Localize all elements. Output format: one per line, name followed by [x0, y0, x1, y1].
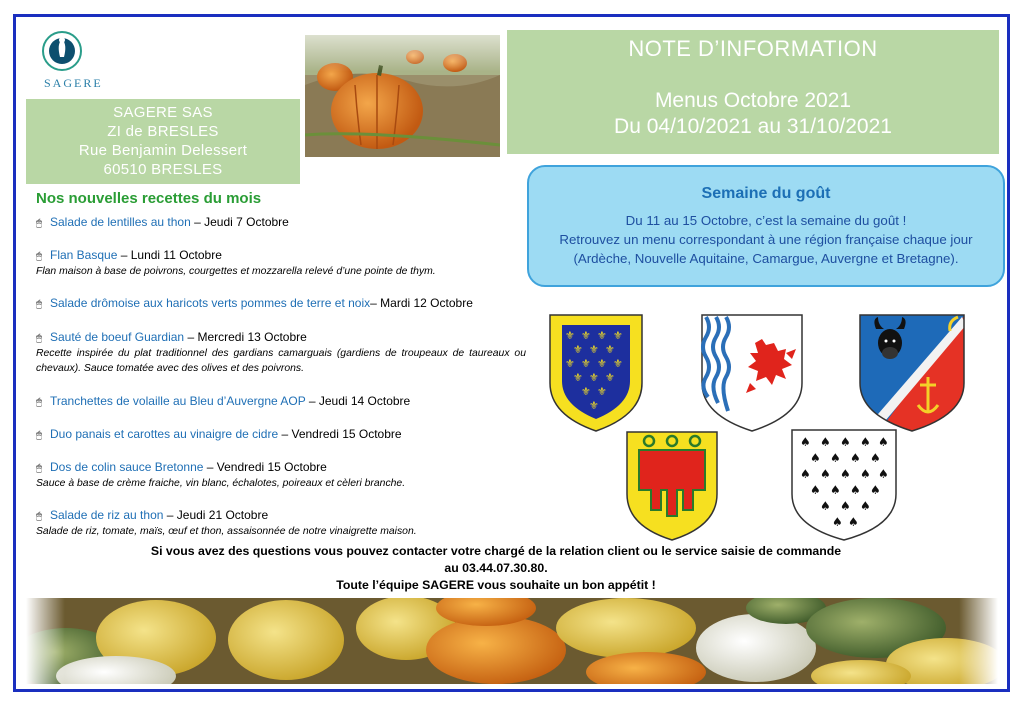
svg-text:♠: ♠ — [820, 435, 831, 449]
ardeche-crest-icon — [548, 313, 644, 433]
recipe-item: 🖱 Dos de colin sauce Bretonne – Vendredi 15 Octobre — [36, 460, 327, 474]
contact-phone: au 03.44.07.30.80. — [444, 561, 548, 575]
svg-text:♠: ♠ — [840, 467, 851, 481]
nouvelle-aquitaine-crest-icon — [700, 313, 804, 433]
semaine-line: Du 11 au 15 Octobre, c’est la semaine du goût ! — [625, 213, 907, 228]
recipe-description: Flan maison à base de poivrons, courgettes et mozzarella relevé d’une pointe de thym. — [36, 266, 436, 277]
svg-text:⚜: ⚜ — [565, 357, 575, 370]
recipes-title: Nos nouvelles recettes du mois — [36, 190, 262, 207]
svg-text:♠: ♠ — [860, 435, 871, 449]
auvergne-crest-icon — [625, 430, 719, 542]
contact-message — [36, 543, 956, 594]
note-title: NOTE D’INFORMATION — [628, 36, 878, 61]
mouse-bullet-icon: 🖱 — [36, 218, 42, 229]
recipe-item: 🖱 Tranchettes de volaille au Bleu d’Auvergne AOP – Jeudi 14 Octobre — [36, 394, 411, 408]
recipe-item: 🖱 Salade de riz au thon – Jeudi 21 Octobre — [36, 508, 269, 522]
svg-text:♠: ♠ — [810, 451, 821, 465]
recipe-item: 🖱 Flan Basque – Lundi 11 Octobre — [36, 248, 222, 262]
address-line: 60510 BRESLES — [103, 161, 223, 178]
address-line: SAGERE SAS — [113, 104, 213, 121]
svg-text:⚜: ⚜ — [573, 371, 583, 384]
semaine-du-gout-box — [527, 165, 1005, 287]
svg-text:⚜: ⚜ — [597, 329, 607, 342]
svg-text:♠: ♠ — [878, 467, 889, 481]
svg-text:⚜: ⚜ — [605, 371, 615, 384]
camargue-crest-icon — [858, 313, 966, 433]
svg-text:♠: ♠ — [800, 467, 811, 481]
svg-text:♠: ♠ — [832, 515, 843, 529]
contact-closing: Toute l’équipe SAGERE vous souhaite un bon appétit ! — [336, 578, 656, 592]
semaine-line: Retrouvez un menu correspondant à une région française chaque jour — [559, 232, 973, 247]
svg-text:♠: ♠ — [810, 483, 821, 497]
svg-text:⚜: ⚜ — [613, 329, 623, 342]
sagere-logo — [36, 27, 108, 93]
pumpkin-field-photo — [305, 35, 500, 157]
svg-text:⚜: ⚜ — [573, 343, 583, 356]
svg-text:⚜: ⚜ — [589, 343, 599, 356]
recipe-item: 🖱 Salade de lentilles au thon – Jeudi 7 Octobre — [36, 215, 289, 229]
svg-text:♠: ♠ — [848, 515, 859, 529]
svg-text:♠: ♠ — [820, 499, 831, 513]
address-line: ZI de BRESLES — [107, 123, 219, 140]
mouse-bullet-icon: 🖱 — [36, 299, 42, 310]
mouse-bullet-icon: 🖱 — [36, 463, 42, 474]
mouse-bullet-icon: 🖱 — [36, 430, 42, 441]
mouse-bullet-icon: 🖱 — [36, 333, 42, 344]
address-line: Rue Benjamin Delessert — [78, 142, 248, 159]
mouse-bullet-icon: 🖱 — [36, 251, 42, 262]
svg-text:⚜: ⚜ — [589, 371, 599, 384]
recipe-item: 🖱 Duo panais et carottes au vinaigre de cidre – Vendredi 15 Octobre — [36, 427, 402, 441]
semaine-line: (Ardèche, Nouvelle Aquitaine, Camargue, Auvergne et Bretagne). — [573, 251, 959, 266]
svg-text:♠: ♠ — [820, 467, 831, 481]
semaine-title: Semaine du goût — [701, 185, 831, 202]
svg-text:⚜: ⚜ — [581, 329, 591, 342]
recipe-description: Recette inspirée du plat traditionnel des gardians camarguais (gardiens de troupeaux de taureaux ou chevaux). Sauce tomatée avec des olives et des poivrons. — [36, 348, 526, 374]
svg-text:♠: ♠ — [878, 435, 889, 449]
svg-text:⚜: ⚜ — [605, 343, 615, 356]
svg-text:⚜: ⚜ — [581, 357, 591, 370]
svg-text:♠: ♠ — [850, 483, 861, 497]
recipe-description: Salade de riz, tomate, maïs, œuf et thon, assaisonnée de notre vinaigrette maison. — [36, 526, 417, 537]
squash-banner-photo — [26, 598, 998, 684]
svg-text:♠: ♠ — [870, 483, 881, 497]
address-box — [26, 99, 300, 184]
svg-text:⚜: ⚜ — [597, 357, 607, 370]
svg-text:♠: ♠ — [860, 467, 871, 481]
svg-text:♠: ♠ — [830, 483, 841, 497]
recipe-item: 🖱 Sauté de boeuf Guardian – Mercredi 13 Octobre — [36, 330, 307, 344]
svg-text:♠: ♠ — [850, 451, 861, 465]
svg-text:♠: ♠ — [870, 451, 881, 465]
svg-text:⚜: ⚜ — [613, 357, 623, 370]
svg-text:♠: ♠ — [840, 435, 851, 449]
svg-text:♠: ♠ — [800, 435, 811, 449]
logo-text: SAGERE — [44, 76, 103, 90]
note-information-box — [507, 30, 999, 154]
contact-line: Si vous avez des questions vous pouvez contacter votre chargé de la relation client ou le service saisie de commande — [150, 544, 842, 558]
svg-text:⚜: ⚜ — [589, 399, 599, 412]
svg-text:♠: ♠ — [860, 499, 871, 513]
bretagne-crest-icon — [790, 428, 898, 542]
mouse-bullet-icon: 🖱 — [36, 397, 42, 408]
recipe-item: 🖱 Salade drômoise aux haricots verts pommes de terre et noix– Mardi 12 Octobre — [36, 296, 473, 310]
svg-text:⚜: ⚜ — [581, 385, 591, 398]
recipe-description: Sauce à base de crème fraiche, vin blanc, échalotes, poireaux et cèleri branche. — [36, 478, 406, 489]
svg-text:⚜: ⚜ — [597, 385, 607, 398]
date-range: Du 04/10/2021 au 31/10/2021 — [614, 115, 892, 138]
svg-text:⚜: ⚜ — [565, 329, 575, 342]
svg-text:♠: ♠ — [840, 499, 851, 513]
mouse-bullet-icon: 🖱 — [36, 511, 42, 522]
menu-month: Menus Octobre 2021 — [654, 89, 852, 112]
svg-text:♠: ♠ — [830, 451, 841, 465]
